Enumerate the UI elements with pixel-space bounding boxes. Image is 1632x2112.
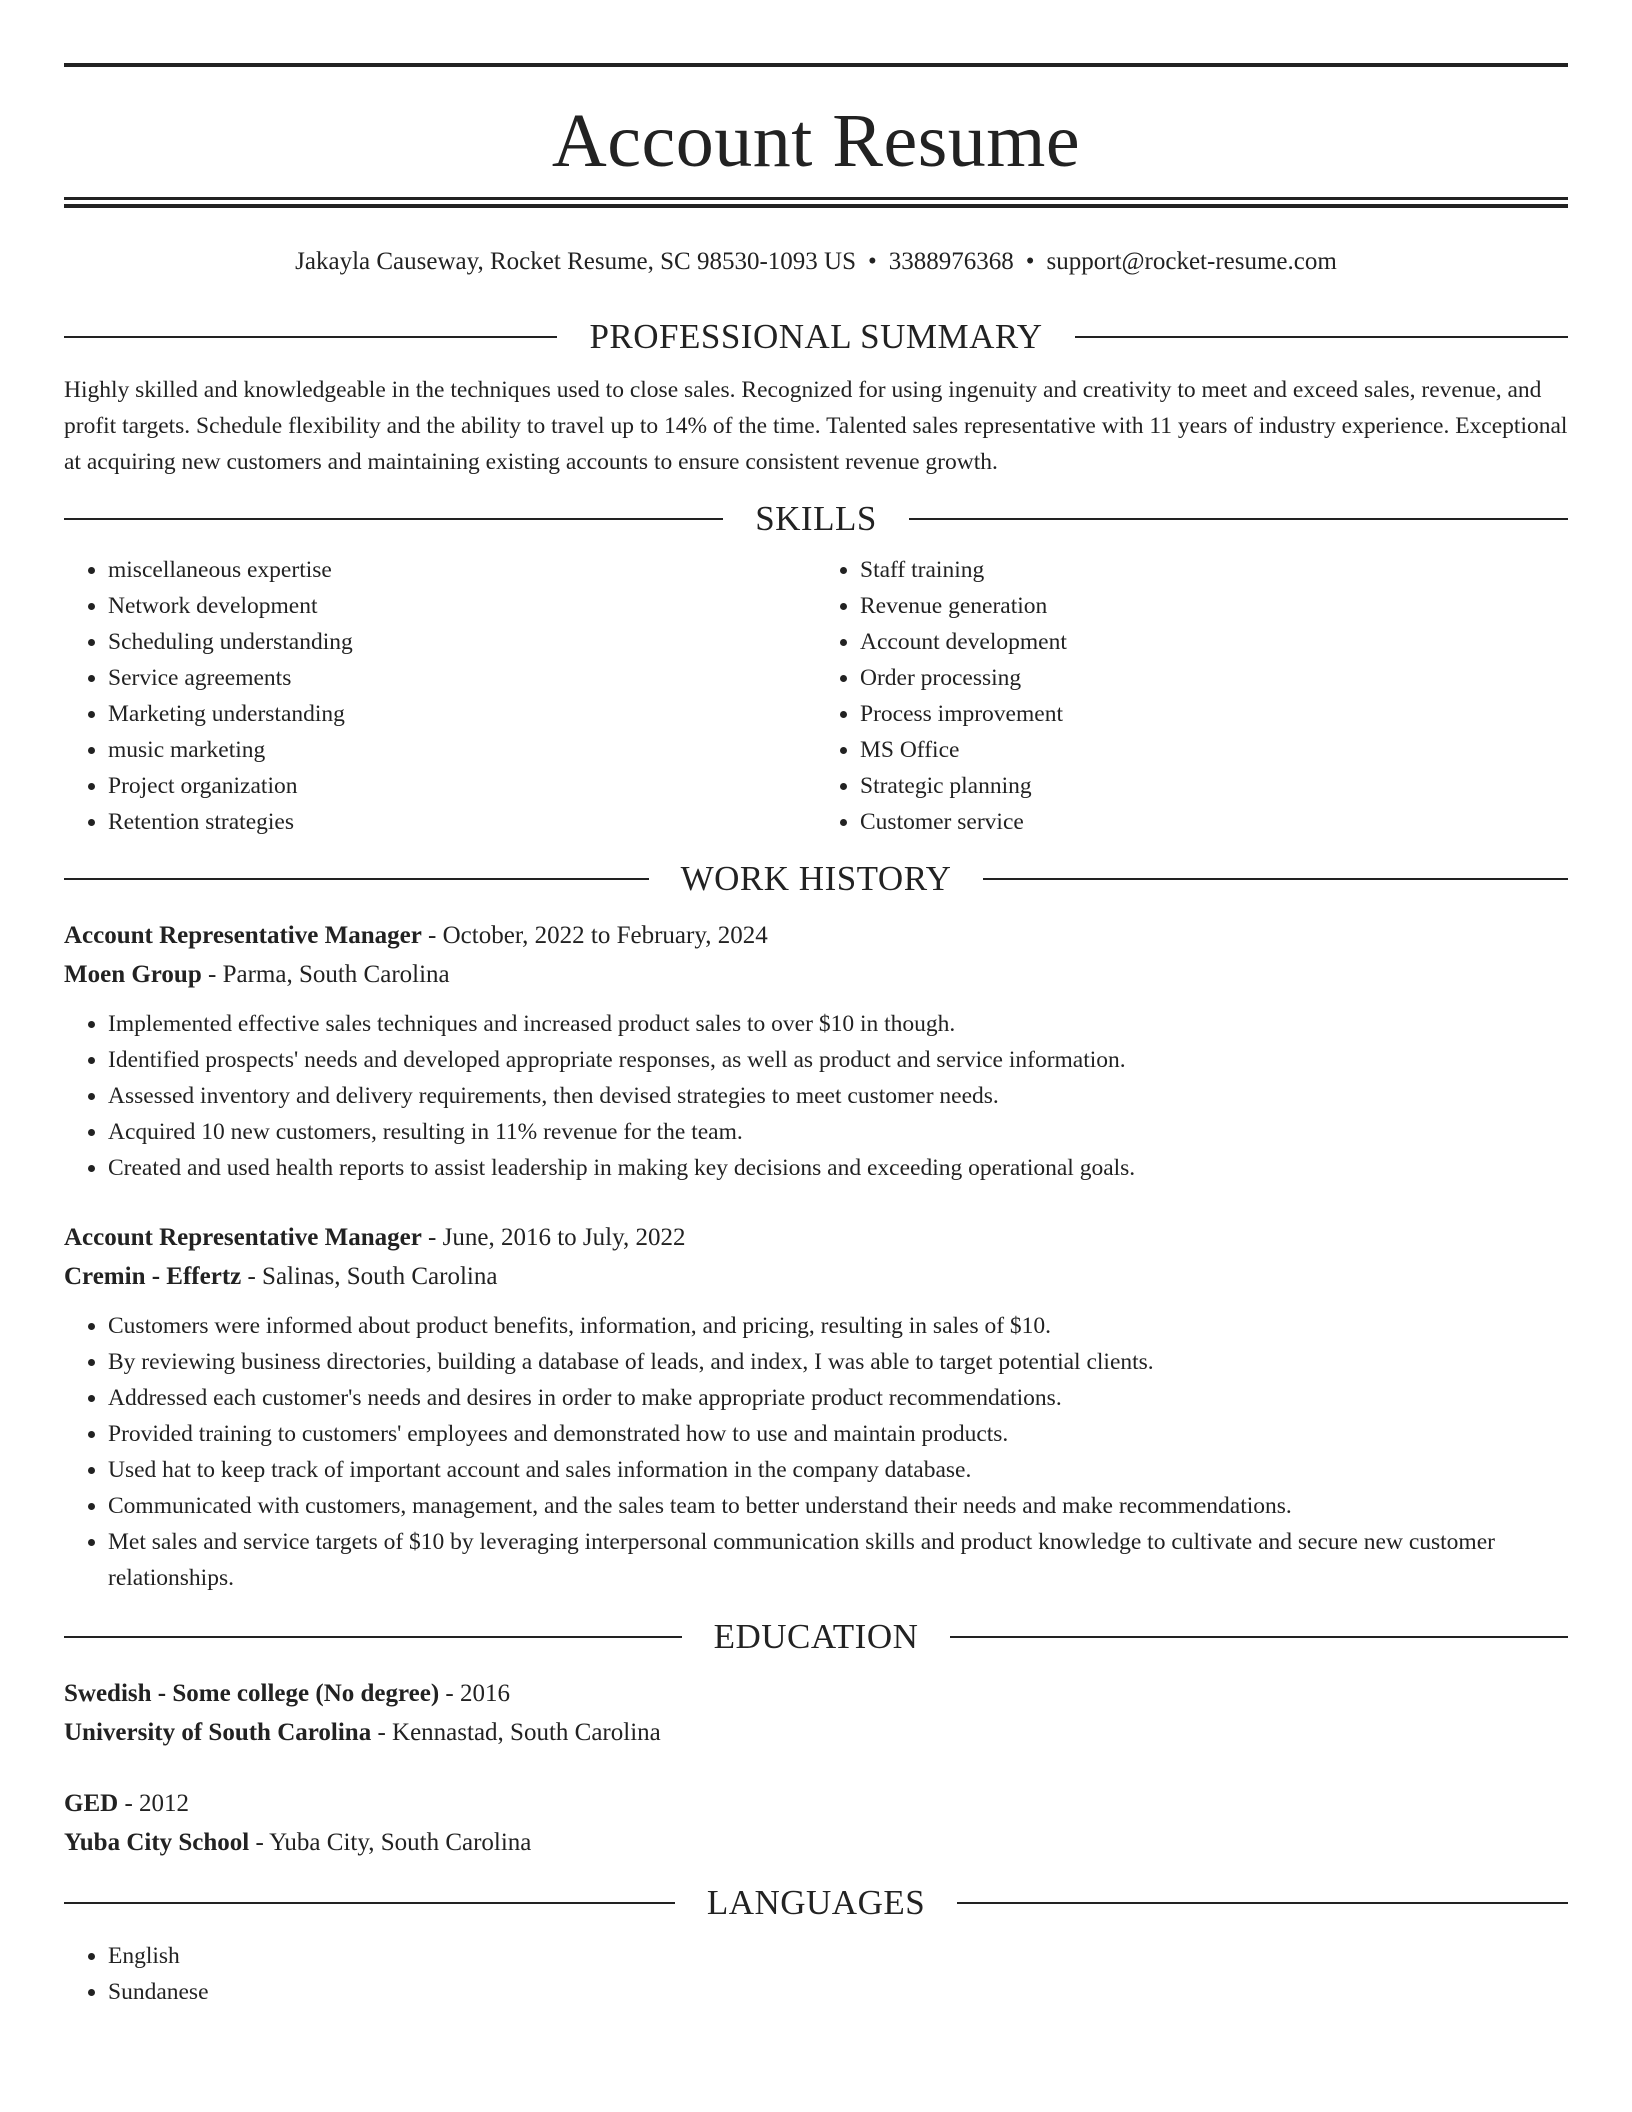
list-item: • Strategic planning xyxy=(860,768,1568,804)
education-entry xyxy=(64,1784,1568,1862)
list-item: • Customer service xyxy=(860,804,1568,840)
section-header-skills xyxy=(64,494,1568,544)
section-rule xyxy=(64,336,557,338)
section-title-languages: LANGUAGES xyxy=(706,1883,926,1922)
section-title-work: WORK HISTORY xyxy=(680,859,952,898)
list-item: • Addressed each customer's needs and desires in order to make appropriate product recommendations. xyxy=(108,1380,1568,1416)
contact-address: Jakayla Causeway, Rocket Resume, SC 98530-1093 US xyxy=(295,248,856,275)
list-item: • Met sales and service targets of $10 by leveraging interpersonal communication skills and product knowledge to cultivate and secure new customer relationships. xyxy=(108,1524,1568,1596)
section-rule xyxy=(64,1902,675,1904)
education-year: - 2016 xyxy=(439,1680,510,1707)
list-item: • Acquired 10 new customers, resulting in 11% revenue for the team. xyxy=(108,1114,1568,1150)
section-rule xyxy=(64,518,723,520)
section-title-education: EDUCATION xyxy=(713,1617,919,1656)
list-item: • Process improvement xyxy=(860,696,1568,732)
job-company: Cremin - Effertz xyxy=(64,1263,242,1290)
resume-page xyxy=(64,0,1568,2010)
list-item: • Created and used health reports to assist leadership in making key decisions and exceeding operational goals. xyxy=(108,1150,1568,1186)
job-entry xyxy=(64,1218,1568,1596)
list-item: • Customers were informed about product benefits, information, and pricing, resulting in sales of $10. xyxy=(108,1308,1568,1344)
contact-separator: • xyxy=(867,248,877,275)
section-rule xyxy=(957,1902,1568,1904)
job-title-line xyxy=(64,1218,1568,1257)
job-title: Account Representative Manager xyxy=(64,1224,422,1251)
section-rule xyxy=(64,878,649,880)
list-item: • Network development xyxy=(108,588,816,624)
list-item: • By reviewing business directories, building a database of leads, and index, I was able to target potential clients. xyxy=(108,1344,1568,1380)
job-dates: - October, 2022 to February, 2024 xyxy=(421,922,768,949)
education-school: University of South Carolina xyxy=(64,1719,372,1746)
list-item: • music marketing xyxy=(108,732,816,768)
job-company-line xyxy=(64,1257,1568,1296)
job-dates: - June, 2016 to July, 2022 xyxy=(421,1224,686,1251)
education-school: Yuba City School xyxy=(64,1829,250,1856)
skills-list-right xyxy=(816,552,1568,840)
list-item: • Service agreements xyxy=(108,660,816,696)
education-degree: Swedish - Some college (No degree) xyxy=(64,1680,440,1707)
education-entry xyxy=(64,1674,1568,1752)
list-item: • Assessed inventory and delivery requirements, then devised strategies to meet customer needs. xyxy=(108,1078,1568,1114)
section-header-work xyxy=(64,854,1568,904)
top-rule xyxy=(64,63,1568,67)
education-degree: GED xyxy=(64,1790,119,1817)
page-title: Account Resume xyxy=(551,99,1081,183)
education-year: - 2012 xyxy=(118,1790,190,1817)
education-degree-line xyxy=(64,1784,1568,1823)
job-title: Account Representative Manager xyxy=(64,922,422,949)
section-rule xyxy=(1075,336,1568,338)
job-bullets xyxy=(64,1308,1568,1596)
education-degree-line xyxy=(64,1674,1568,1713)
job-location: - Parma, South Carolina xyxy=(201,961,450,988)
list-item: • English xyxy=(108,1938,1568,1974)
list-item: • Project organization xyxy=(108,768,816,804)
job-location: - Salinas, South Carolina xyxy=(241,1263,498,1290)
skills-list-left xyxy=(64,552,816,840)
languages-list xyxy=(64,1938,1568,2010)
list-item: • Marketing understanding xyxy=(108,696,816,732)
section-header-languages xyxy=(64,1878,1568,1928)
section-rule xyxy=(950,1636,1568,1638)
section-title-skills: SKILLS xyxy=(755,499,877,538)
section-header-education xyxy=(64,1612,1568,1662)
list-item: • miscellaneous expertise xyxy=(108,552,816,588)
list-item: • Sundanese xyxy=(108,1974,1568,2010)
section-header-summary xyxy=(64,312,1568,362)
list-item: • Order processing xyxy=(860,660,1568,696)
job-bullets xyxy=(64,1006,1568,1186)
section-rule xyxy=(983,878,1568,880)
list-item: • MS Office xyxy=(860,732,1568,768)
list-item: • Scheduling understanding xyxy=(108,624,816,660)
list-item: • Staff training xyxy=(860,552,1568,588)
section-rule xyxy=(909,518,1568,520)
skills-grid xyxy=(64,552,1568,840)
job-entry xyxy=(64,916,1568,1186)
job-title-line xyxy=(64,916,1568,955)
list-item: • Retention strategies xyxy=(108,804,816,840)
contact-line xyxy=(64,242,1568,282)
education-school-line xyxy=(64,1713,1568,1752)
contact-separator: • xyxy=(1025,248,1035,275)
list-item: • Identified prospects' needs and developed appropriate responses, as well as product and service information. xyxy=(108,1042,1568,1078)
contact-email: support@rocket-resume.com xyxy=(1046,248,1337,275)
list-item: • Provided training to customers' employees and demonstrated how to use and maintain products. xyxy=(108,1416,1568,1452)
double-rule xyxy=(64,197,1568,208)
list-item: • Communicated with customers, management, and the sales team to better understand their needs and make recommendations. xyxy=(108,1488,1568,1524)
job-company: Moen Group xyxy=(64,961,202,988)
education-location: - Yuba City, South Carolina xyxy=(249,1829,532,1856)
list-item: • Revenue generation xyxy=(860,588,1568,624)
list-item: • Account development xyxy=(860,624,1568,660)
education-location: - Kennastad, South Carolina xyxy=(371,1719,661,1746)
section-title-summary: PROFESSIONAL SUMMARY xyxy=(589,317,1043,356)
job-company-line xyxy=(64,955,1568,994)
list-item: • Implemented effective sales techniques and increased product sales to over $10 in though. xyxy=(108,1006,1568,1042)
contact-phone: 3388976368 xyxy=(888,248,1014,275)
list-item: • Used hat to keep track of important account and sales information in the company database. xyxy=(108,1452,1568,1488)
section-rule xyxy=(64,1636,682,1638)
summary-text: Highly skilled and knowledgeable in the techniques used to close sales. Recognized for using ingenuity and creativity to meet and exceed sales, revenue, and profit targets. Schedule flexibility and the ability to travel up to 14% of the time. Talented sales representative with 11 years of industry experience. Exceptional at acquiring new customers and maintaining existing accounts to ensure consistent revenue growth. xyxy=(64,377,1568,475)
education-school-line xyxy=(64,1823,1568,1862)
